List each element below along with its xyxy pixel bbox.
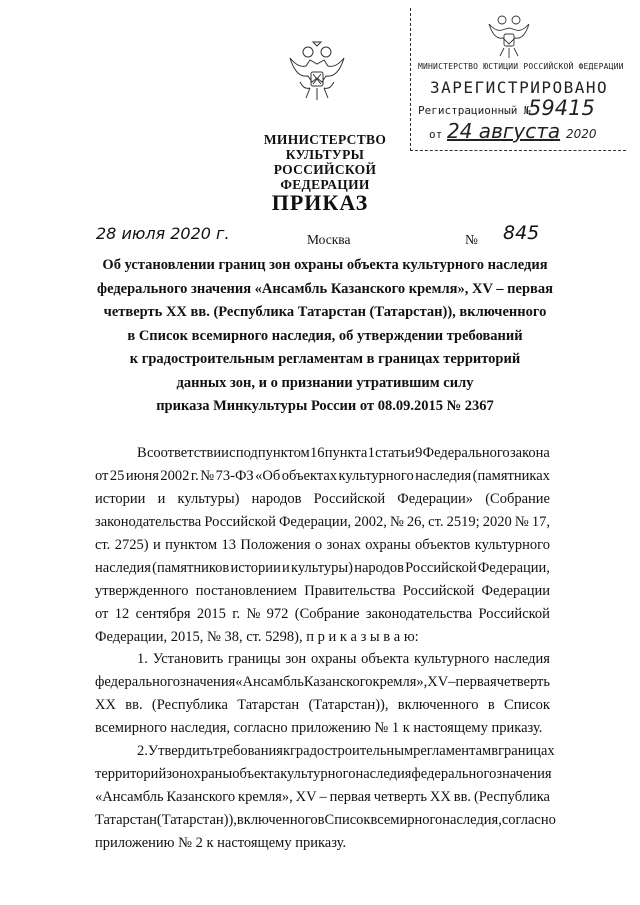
stamp-reg-number-label: Регистрационный № — [418, 104, 531, 117]
title-line: приказа Минкультуры России от 08.09.2015 № 2367 — [156, 398, 494, 414]
title-line: данных зон, и о признании утратившим силу — [176, 374, 474, 391]
paragraph-line: Федерации, 2015, № 38, ст. 5298), п р и к а з ы в а ю: — [95, 629, 419, 645]
stamp-registered-label: ЗАРЕГИСТРИРОВАНО — [430, 78, 609, 97]
paragraph-line: федерального значения «Ансамбль Казанского кремля», XV – первая четверть — [95, 674, 550, 690]
paragraph-line: законодательства Российской Федерации, 2002, № 26, ст. 2519; 2020 № 17, — [95, 514, 550, 530]
ministry-line-2: РОССИЙСКОЙ ФЕДЕРАЦИИ — [273, 162, 377, 192]
paragraph-line: 1. Установить границы зон охраны объекта культурного наследия — [137, 651, 550, 667]
title-line: к градостроительным регламентам в границах территорий — [129, 351, 521, 367]
paragraph-line: В соответствии с подпунктом 16 пункта 1 статьи 9 Федерального закона — [137, 445, 550, 461]
handwritten-order-number: 845 — [503, 222, 540, 244]
paragraph-line: ст. 2725) и пунктом 13 Положения о зонах охраны объектов культурного — [95, 537, 550, 553]
paragraph-line: от 12 сентября 2015 г. № 972 (Собрание законодательства Российской — [95, 606, 550, 622]
order-title — [90, 254, 560, 419]
stamp-date-prefix: от — [429, 128, 443, 141]
city: Москва — [307, 232, 351, 247]
paragraph-item-1 — [95, 648, 550, 740]
paragraph-line: 2. Утвердить требования к градостроительным регламентам в границах — [137, 743, 555, 759]
stamp-reg-number: 59415 — [528, 96, 595, 120]
stamp-date-handwritten: 24 августа — [447, 119, 561, 143]
paragraph-line: от 25 июня 2002 г. № 73-ФЗ «Об объектах культурного наследия (памятниках — [95, 468, 550, 484]
paragraph-line: приложению № 2 к настоящему приказу. — [95, 835, 347, 851]
ministry-line-1: МИНИСТЕРСТВО КУЛЬТУРЫ — [263, 132, 387, 162]
coat-of-arms-emblem — [286, 38, 348, 108]
paragraph-line: Татарстан (Татарстан)), включенного в Список всемирного наследия, согласно — [95, 812, 556, 828]
handwritten-date: 28 июля 2020 г. — [96, 224, 230, 243]
stamp-emblem-icon — [486, 10, 532, 60]
stamp-ministry-line: МИНИСТЕРСТВО ЮСТИЦИИ РОССИЙСКОЙ ФЕДЕРАЦИИ — [418, 62, 624, 71]
paragraph-item-2 — [95, 740, 556, 855]
paragraph-line: «Ансамбль Казанского кремля», XV – первая четверть XX вв. (Республика — [95, 789, 550, 805]
stamp-year: 2020 — [566, 127, 597, 141]
title-line: четверть XX вв. (Республика Татарстан (Татарстан)), включенного — [103, 304, 547, 320]
ministry-name — [230, 132, 420, 192]
paragraph-line: истории и культуры) народов Российской Федерации» (Собрание — [95, 491, 550, 507]
paragraph-line: утвержденного постановлением Правительства Российской Федерации — [95, 583, 550, 599]
title-line: в Список всемирного наследия, об утверждении требований — [127, 327, 523, 344]
number-sign: № — [465, 232, 478, 247]
paragraph-line: территорий зон охраны объекта культурного наследия федерального значения — [95, 766, 552, 782]
paragraph-line: всемирного наследия, согласно приложению № 1 к настоящему приказу. — [95, 720, 543, 736]
paragraph-preamble — [95, 442, 550, 649]
paragraph-line: наследия (памятников истории и культуры) народов Российской Федерации, — [95, 560, 550, 576]
document-type-title: ПРИКАЗ — [271, 190, 369, 215]
title-line: федерального значения «Ансамбль Казанского кремля», XV – первая — [97, 280, 553, 297]
paragraph-line: XX вв. (Республика Татарстан (Татарстан)), включенного в Список — [95, 697, 550, 713]
title-line: Об установлении границ зон охраны объекта культурного наследия — [102, 257, 548, 273]
